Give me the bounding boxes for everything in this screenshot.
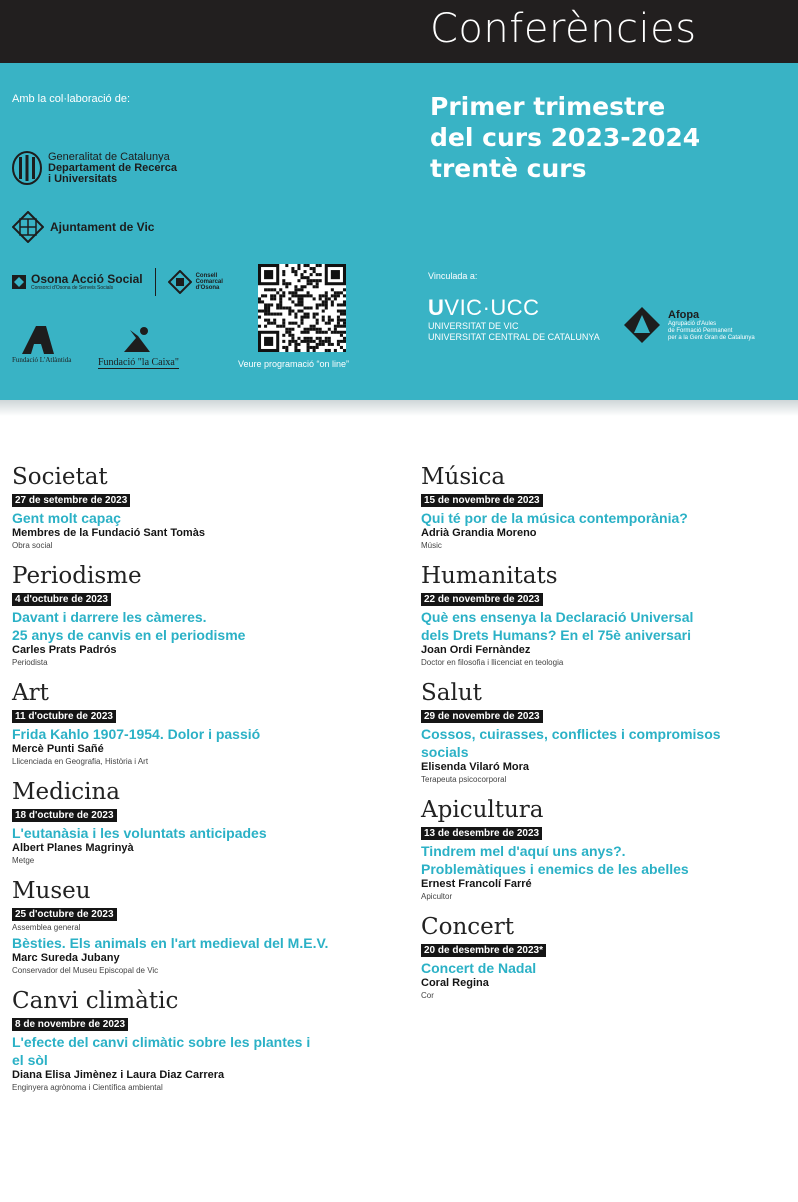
event-title: Qui té por de la música contemporània?	[421, 510, 688, 526]
event-title: Frida Kahlo 1907-1954. Dolor i passió	[12, 726, 261, 742]
event-speaker: Mercè Punti Sañé	[12, 743, 104, 755]
event-category: Medicina	[12, 779, 121, 805]
event-speaker: Elisenda Vilaró Mora	[421, 761, 530, 773]
afopa-l3: per a la Gent Gran de Catalunya	[668, 334, 755, 341]
event-item	[421, 914, 791, 1001]
event-role: Doctor en filosofia i llicenciat en teologia	[421, 658, 564, 667]
event-role: Terapeuta psicocorporal	[421, 775, 507, 784]
event-date: 18 d'octubre de 2023	[12, 809, 117, 822]
afopa-l2: de Formació Permanent	[668, 327, 733, 334]
uvic-line2: UNIVERSITAT CENTRAL DE CATALUNYA	[428, 332, 600, 342]
event-date: 25 d'octubre de 2023	[12, 908, 117, 921]
event-date: 20 de desembre de 2023*	[421, 944, 546, 957]
event-category: Art	[12, 680, 49, 706]
event-title: Bèsties. Els animals en l'art medieval del M.E.V.	[12, 935, 329, 951]
event-role: Metge	[12, 856, 35, 865]
osona-logos	[12, 268, 223, 296]
qr-code-icon	[258, 264, 346, 352]
event-category: Apicultura	[421, 797, 544, 823]
event-category: Museu	[12, 878, 91, 904]
event-role: Cor	[421, 991, 434, 1000]
atlantida-label: Fundació L'Atlàntida	[12, 356, 72, 364]
event-speaker: Joan Ordi Fernàndez	[421, 644, 531, 656]
semester-line3: trentè curs	[430, 154, 587, 183]
ajuntament-crest-icon	[12, 211, 44, 243]
sponsor-band	[0, 63, 798, 400]
event-category: Música	[421, 464, 506, 490]
generalitat-line3: i Universitats	[48, 172, 118, 185]
event-date: 29 de novembre de 2023	[421, 710, 543, 723]
osona-icon	[12, 275, 26, 289]
event-speaker: Adrià Grandia Moreno	[421, 527, 537, 539]
osona-sub: Consorci d'Osona de Serveis Socials	[31, 285, 114, 291]
event-category: Humanitats	[421, 563, 558, 589]
semester-heading	[430, 91, 700, 184]
event-role: Conservador del Museu Episcopal de Vic	[12, 966, 159, 975]
event-title: L'eutanàsia i les voluntats anticipades	[12, 825, 267, 841]
fundacio-caixa-logo	[98, 326, 179, 369]
semester-line2: del curs 2023-2024	[430, 123, 701, 152]
event-title: Concert de Nadal	[421, 960, 537, 976]
band-shadow	[0, 400, 798, 416]
generalitat-icon	[12, 151, 42, 185]
event-role: Músic	[421, 541, 442, 550]
uvic-logo-u: U	[428, 295, 445, 320]
vinculada-label: Vinculada a:	[428, 271, 478, 281]
event-category: Concert	[421, 914, 514, 940]
event-item	[12, 988, 382, 1093]
generalitat-logo	[12, 151, 177, 185]
event-speaker: Coral Regina	[421, 977, 489, 989]
divider	[155, 268, 156, 296]
uvic-line1: UNIVERSITAT DE VIC	[428, 321, 519, 331]
consell-logo	[168, 270, 223, 294]
event-date: 13 de desembre de 2023	[421, 827, 542, 840]
event-item	[12, 779, 382, 866]
event-category: Societat	[12, 464, 108, 490]
header-bar	[0, 0, 798, 63]
event-speaker: Membres de la Fundació Sant Tomàs	[12, 527, 205, 539]
consell-l3: d'Osona	[195, 285, 220, 291]
fundacio-atlantida-logo	[12, 326, 71, 364]
event-date: 15 de novembre de 2023	[421, 494, 543, 507]
qr-label: Veure programació “on line”	[238, 359, 350, 369]
event-title: Què ens ensenya la Declaració Universal dels Drets Humans? En el 75è aniversari	[421, 609, 694, 643]
atlantida-icon	[20, 326, 64, 354]
event-title: Tindrem mel d'aquí uns anys?. Problemàtiques i enemics de les abelles	[421, 843, 689, 877]
event-speaker: Ernest Francolí Farré	[421, 878, 532, 890]
event-item	[421, 464, 791, 551]
event-category: Canvi climàtic	[12, 988, 179, 1014]
event-date: 22 de novembre de 2023	[421, 593, 543, 606]
semester-line1: Primer trimestre	[430, 92, 666, 121]
osona-name: Osona Acció Social	[31, 272, 143, 286]
event-title: Cossos, cuirasses, conflictes i compromisos socials	[421, 726, 721, 760]
event-title: Davant i darrere les càmeres. 25 anys de canvis en el periodisme	[12, 609, 246, 643]
consell-l2: Comarcal	[195, 279, 223, 285]
event-category: Periodisme	[12, 563, 142, 589]
event-date: 8 de novembre de 2023	[12, 1018, 128, 1031]
event-speaker: Carles Prats Padrós	[12, 644, 117, 656]
event-item	[12, 878, 382, 976]
event-item	[421, 563, 791, 668]
event-date: 4 d'octubre de 2023	[12, 593, 111, 606]
ajuntament-logo	[12, 211, 154, 243]
page-title: Conferències	[430, 6, 697, 52]
event-item	[421, 797, 791, 902]
uvic-logo	[428, 295, 600, 343]
ajuntament-label: Ajuntament de Vic	[50, 220, 155, 234]
event-speaker: Marc Sureda Jubany	[12, 952, 120, 964]
event-note: Assemblea general	[12, 923, 81, 932]
event-speaker: Diana Elisa Jimènez i Laura Diaz Carrera	[12, 1069, 225, 1081]
event-speaker: Albert Planes Magrinyà	[12, 842, 134, 854]
event-role: Periodista	[12, 658, 48, 667]
afopa-icon	[622, 305, 662, 345]
event-role: Llicenciada en Geografia, Història i Art	[12, 757, 149, 766]
consell-l1: Consell	[195, 273, 218, 279]
event-category: Salut	[421, 680, 482, 706]
left-events-column	[12, 464, 382, 1105]
caixa-label: Fundació "la Caixa"	[98, 357, 179, 368]
afopa-name: Afopa	[668, 308, 700, 321]
event-item	[12, 680, 382, 767]
consell-icon	[168, 270, 192, 294]
event-title: Gent molt capaç	[12, 510, 121, 526]
caixa-star-icon	[120, 326, 156, 354]
event-date: 27 de setembre de 2023	[12, 494, 130, 507]
afopa-logo	[622, 305, 755, 345]
event-date: 11 d'octubre de 2023	[12, 710, 116, 723]
generalitat-line2: Departament de Recerca	[48, 161, 178, 174]
event-role: Apicultor	[421, 892, 453, 901]
event-item	[12, 563, 382, 668]
right-events-column	[421, 464, 791, 1013]
qr-code[interactable]	[258, 264, 346, 352]
generalitat-line1: Generalitat de Catalunya	[48, 150, 170, 163]
event-item	[12, 464, 382, 551]
collab-label: Amb la col·laboració de:	[12, 93, 131, 105]
event-role: Obra social	[12, 541, 53, 550]
uvic-logo-text: VIC·UCC	[444, 295, 540, 320]
event-item	[421, 680, 791, 785]
afopa-l1: Agrupació d'Aules	[668, 320, 717, 327]
event-role: Enginyera agrònoma i Científica ambiental	[12, 1083, 163, 1092]
event-title: L'efecte del canvi climàtic sobre les plantes i el sòl	[12, 1034, 311, 1068]
